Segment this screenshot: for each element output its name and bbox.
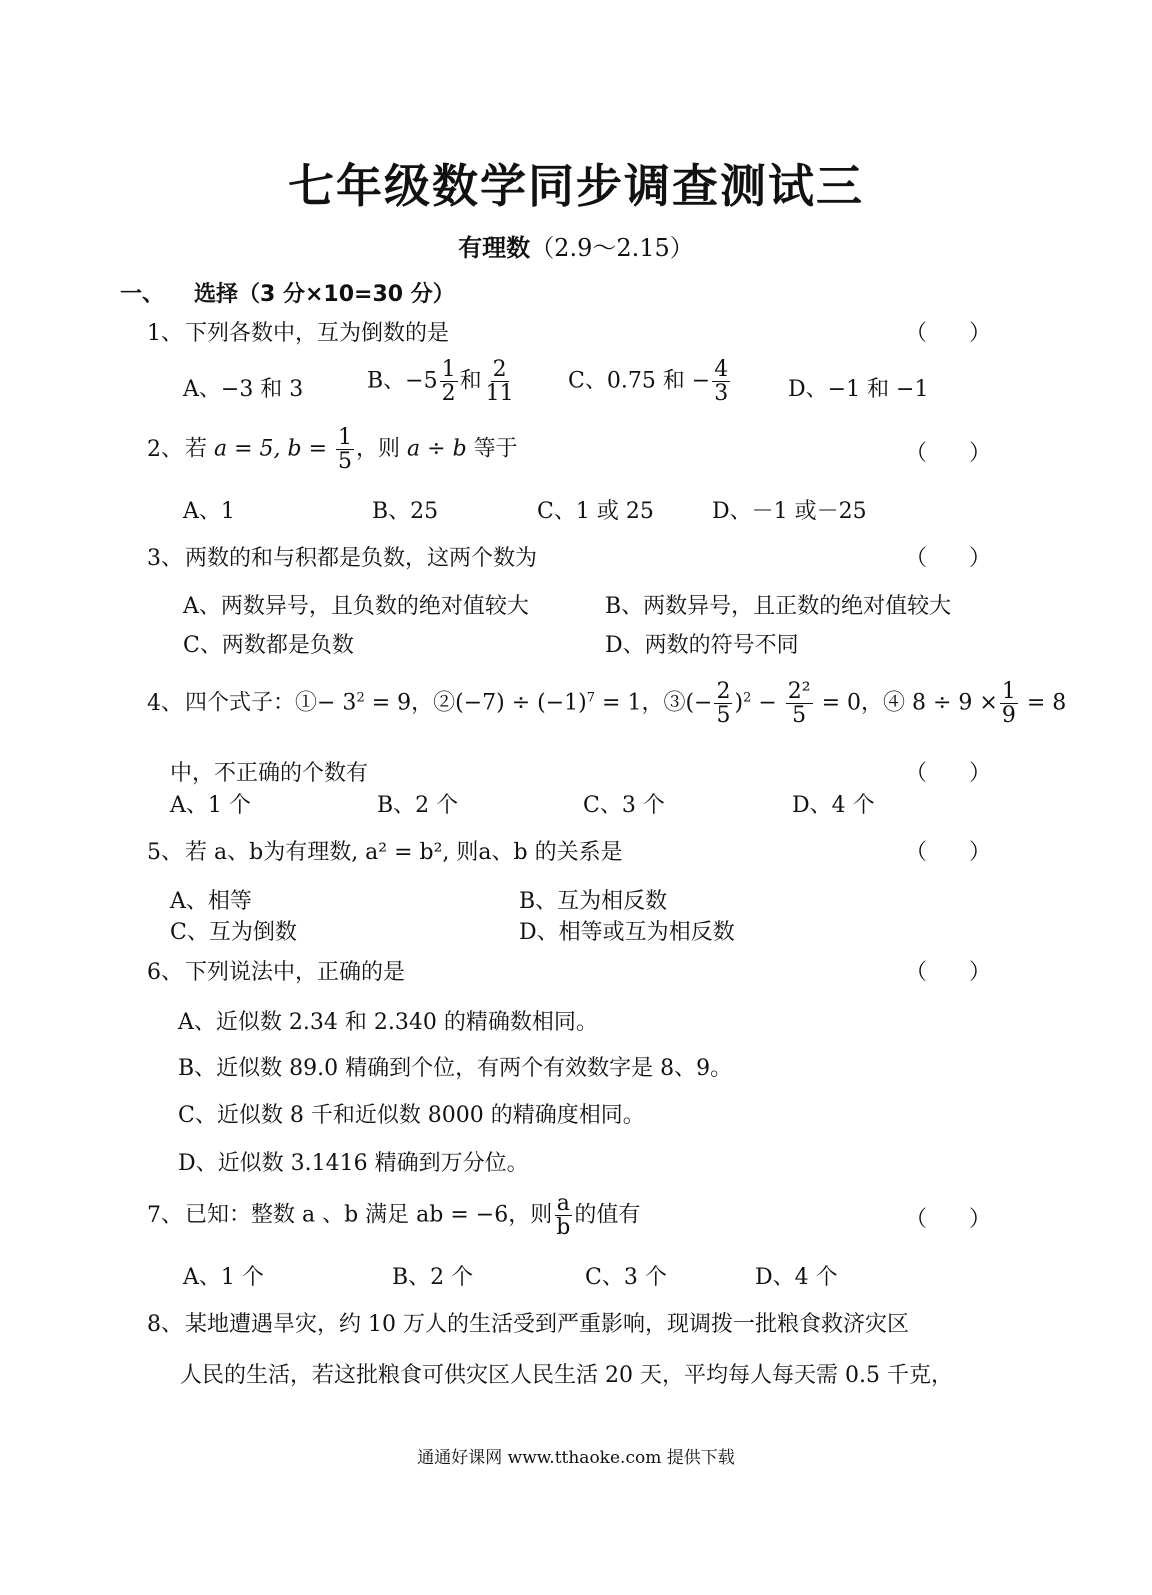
option-c: C、两数都是负数	[183, 633, 354, 658]
exponent: 7	[586, 690, 596, 706]
option-c: C、互为倒数	[170, 920, 297, 945]
option-c: C、近似数 8 千和近似数 8000 的精确度相同。	[178, 1103, 645, 1128]
option-a: A、相等	[170, 889, 252, 914]
numerator: 2	[716, 679, 731, 704]
numerator: 1	[1001, 679, 1016, 704]
answer-bracket: （ ）	[905, 840, 991, 865]
subtitle-main: 有理数	[458, 234, 531, 262]
answer-bracket: （ ）	[905, 441, 991, 466]
fraction	[484, 358, 516, 405]
math-expression: −	[751, 690, 784, 716]
numerator: 2²	[787, 679, 811, 704]
question-stem: ，则	[356, 436, 408, 462]
math-expression: = 8	[1019, 690, 1067, 716]
question-number: 2、	[147, 436, 183, 462]
question-1	[147, 316, 449, 347]
question-8-continuation: 人民的生活，若这批粮食可供灾区人民生活 20 天，平均每人每天需 0.5 千克，	[180, 1363, 953, 1388]
option-text: 和	[459, 368, 482, 394]
option-a: A、两数异号，且负数的绝对值较大	[183, 594, 529, 619]
question-stem: 下列各数中，互为倒数的是	[185, 321, 450, 346]
fraction	[336, 426, 354, 473]
denominator: 5	[792, 703, 807, 729]
question-stem: 等于	[466, 436, 518, 462]
question-number: 5、	[147, 840, 183, 865]
question-stem: 两数的和与积都是负数，这两个数为	[185, 546, 538, 571]
question-3	[147, 541, 537, 572]
page-title: 七年级数学同步调查测试三	[288, 159, 864, 213]
question-stem: 下列说法中，正确的是	[185, 960, 406, 985]
fraction	[440, 358, 458, 405]
answer-bracket: （ ）	[905, 960, 991, 985]
question-stem: 若 a、b为有理数, a² = b², 则a、b 的关系是	[185, 840, 623, 865]
option-d: D、两数的符号不同	[605, 633, 799, 658]
fraction	[714, 680, 732, 727]
numerator: 1	[441, 357, 456, 382]
question-stem: 已知：整数 a 、b 满足 ab = −6，则	[185, 1202, 553, 1228]
option-c	[568, 358, 732, 405]
numerator: 2	[492, 357, 507, 382]
denominator: 11	[485, 381, 514, 407]
question-8	[147, 1307, 909, 1338]
math-expression: a = 5, b =	[214, 436, 335, 462]
option-d: D、近似数 3.1416 精确到万分位。	[178, 1151, 529, 1176]
question-stem: 若	[185, 436, 214, 462]
denominator: 9	[1001, 703, 1016, 729]
answer-bracket: （ ）	[905, 761, 991, 786]
option-b: B、2 个	[377, 793, 459, 818]
denominator: 2	[441, 381, 456, 407]
question-6	[147, 955, 405, 986]
option-a: A、1 个	[170, 793, 251, 818]
numerator: a	[556, 1191, 570, 1216]
exponent: 2	[356, 690, 365, 706]
math-expression: = 1，③(−	[595, 690, 713, 716]
option-d: D、4 个	[792, 793, 875, 818]
option-b: B、25	[372, 499, 439, 524]
option-d: D、相等或互为相反数	[519, 920, 735, 945]
question-number: 4、	[147, 690, 183, 716]
option-d: D、−1 和 −1	[788, 377, 929, 402]
page-subtitle	[0, 228, 1152, 263]
option-b: B、两数异号，且正数的绝对值较大	[605, 594, 952, 619]
option-b: B、2 个	[392, 1265, 474, 1290]
denominator: b	[556, 1215, 571, 1241]
option-d: D、4 个	[755, 1265, 838, 1290]
math-expression: )	[734, 690, 744, 716]
option-b	[367, 358, 518, 405]
question-number: 6、	[147, 960, 183, 985]
denominator: 3	[714, 381, 729, 407]
answer-bracket: （ ）	[905, 1207, 991, 1232]
question-7	[147, 1192, 640, 1239]
denominator: 5	[338, 449, 353, 475]
option-c: C、1 或 25	[537, 499, 654, 524]
answer-bracket: （ ）	[905, 321, 991, 346]
subtitle-range: （2.9～2.15）	[530, 234, 694, 262]
fraction	[554, 1192, 572, 1239]
option-label: C、0.75 和 −	[568, 368, 711, 394]
option-a: A、1	[183, 499, 235, 524]
question-5	[147, 835, 623, 866]
option-c: C、3 个	[585, 1265, 667, 1290]
question-stem: 某地遭遇旱灾，约 10 万人的生活受到严重影响，现调拨一批粮食救济灾区	[185, 1312, 909, 1337]
fraction	[712, 358, 730, 405]
question-4	[147, 680, 1066, 727]
option-a: A、−3 和 3	[183, 377, 304, 402]
math-expression: = 0，④ 8 ÷ 9 ×	[814, 690, 998, 716]
section-number: 一、	[120, 282, 165, 307]
math-expression: a ÷ b	[407, 436, 467, 462]
answer-bracket: （ ）	[905, 546, 991, 571]
question-number: 3、	[147, 546, 183, 571]
option-b: B、近似数 89.0 精确到个位，有两个有效数字是 8、9。	[178, 1056, 733, 1081]
option-d: D、－1 或－25	[712, 499, 867, 524]
question-4-continuation: 中，不正确的个数有	[170, 761, 369, 786]
exponent: 2	[743, 690, 752, 706]
option-a: A、近似数 2.34 和 2.340 的精确数相同。	[178, 1010, 598, 1035]
fraction	[786, 680, 813, 727]
question-stem: 的值有	[574, 1202, 641, 1228]
footer-watermark: 通通好课网 www.tthaoke.com 提供下载	[417, 1448, 735, 1468]
option-a: A、1 个	[183, 1265, 264, 1290]
math-expression: 四个式子：①− 3	[185, 690, 357, 716]
math-expression: = 9，②(−7) ÷ (−1)	[364, 690, 587, 716]
question-number: 8、	[147, 1312, 183, 1337]
option-b: B、互为相反数	[519, 889, 668, 914]
question-2	[147, 426, 518, 473]
numerator: 4	[714, 357, 729, 382]
question-number: 7、	[147, 1202, 183, 1228]
section-heading	[120, 277, 455, 308]
question-number: 1、	[147, 321, 183, 346]
option-c: C、3 个	[583, 793, 665, 818]
denominator: 5	[716, 703, 731, 729]
numerator: 1	[338, 425, 353, 450]
option-label: B、−5	[367, 368, 438, 394]
fraction	[1000, 680, 1018, 727]
section-title: 选择（3 分×10=30 分）	[194, 282, 455, 307]
